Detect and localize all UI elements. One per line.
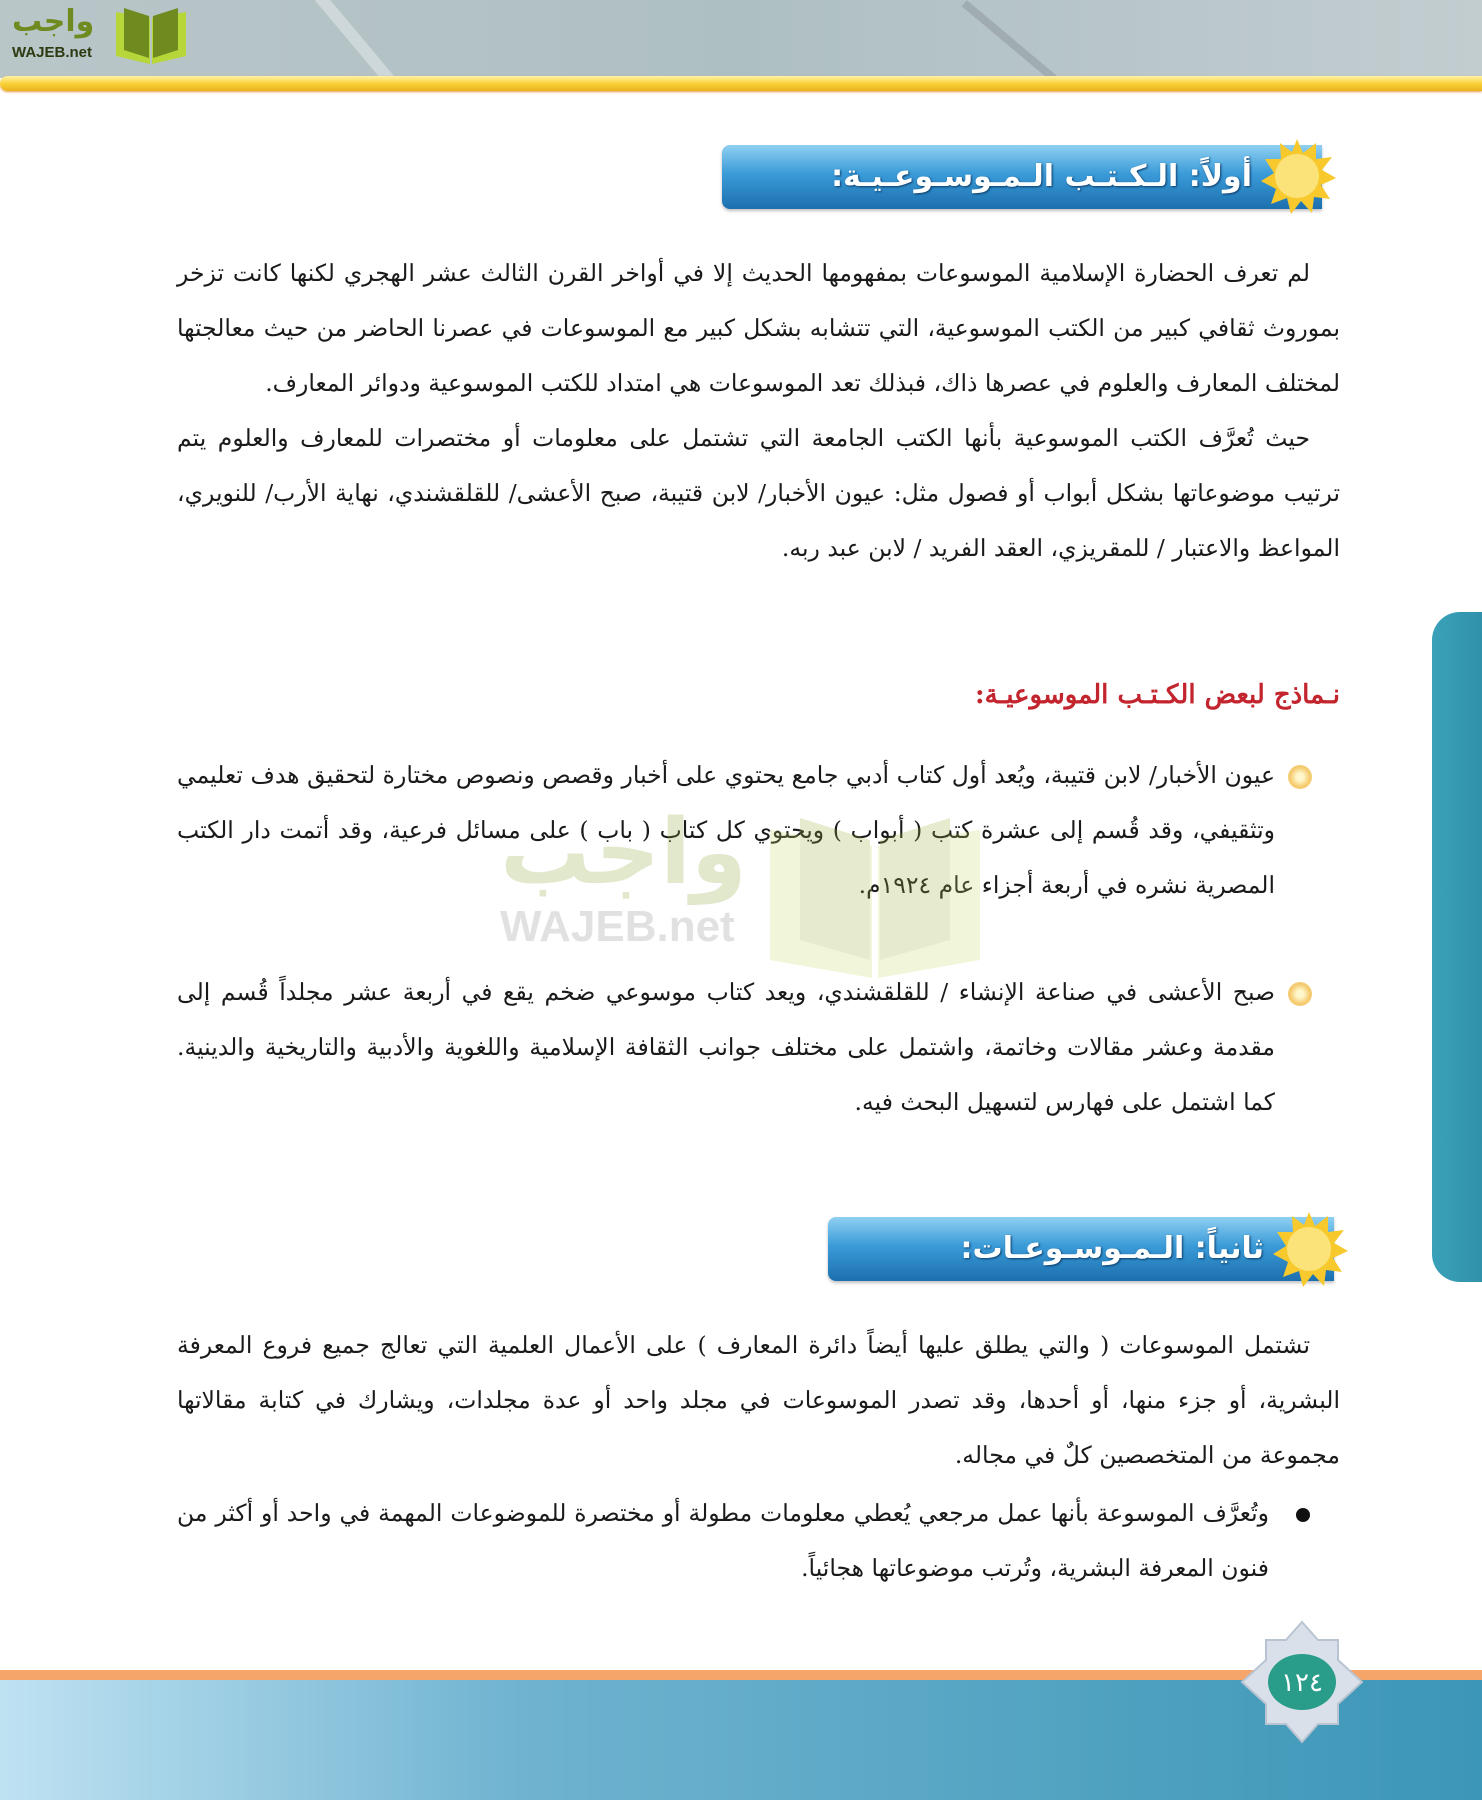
header-banner bbox=[0, 0, 1482, 78]
examples-subheading: نـماذج لبعض الكـتـب الموسوعيـة: bbox=[975, 680, 1340, 710]
section-heading-encyclopedias bbox=[828, 1217, 1334, 1281]
page-number: ١٢٤ bbox=[1281, 1668, 1323, 1698]
heading-text: ثانياً: الـمـوسـوعـات: bbox=[960, 1231, 1264, 1266]
bullet-flower-icon bbox=[1288, 982, 1312, 1006]
bullet-dot-icon bbox=[1296, 1508, 1310, 1522]
section-heading-encyclopedic-books bbox=[722, 145, 1322, 209]
definition-bullet: وتُعرَّف الموسوعة بأنها عمل مرجعي يُعطي معلومات مطولة أو مختصرة للموضوعات المهمة في واحد أو أكثر من فنون المعرفة البشرية، وتُرتب موضوعاتها هجائياً. bbox=[177, 1499, 1269, 1582]
side-tab bbox=[1432, 612, 1482, 1282]
header-divider bbox=[0, 76, 1482, 91]
book-icon bbox=[110, 4, 192, 66]
watermark-arabic: واجب bbox=[500, 800, 747, 905]
watermark-latin: WAJEB.net bbox=[500, 902, 735, 951]
logo-latin-text: WAJEB.net bbox=[12, 44, 93, 61]
sunburst-icon bbox=[1270, 1210, 1348, 1288]
sunburst-icon bbox=[1258, 137, 1336, 215]
encyclopedias-text bbox=[177, 1318, 1340, 1483]
example-item: صبح الأعشى في صناعة الإنشاء / للقلقشندي، ويعد كتاب موسوعي ضخم يقع في أربعة عشر مجلداً قُسم إلى مقدمة وعشر مقالات وخاتمة، واشتمل على مختلف جوانب الثقافة الإسلامية واللغوية والأدبية والتاريخية والدينية. كما اشتمل على فهارس لتسهيل البحث فيه. bbox=[177, 978, 1275, 1116]
paragraph: حيث تُعرَّف الكتب الموسوعية بأنها الكتب الجامعة التي تشتمل على معلومات أو مختصرات للمعارف والعلوم يتم ترتيب موضوعاتها بشكل أبواب أو فصول مثل: عيون الأخبار/ لابن قتيبة، صبح الأعشى/ للقلقشندي، نهاية الأرب/ للنويري، المواعظ والاعتبار / للمقريزي، العقد الفريد / لابن عبد ربه. bbox=[177, 424, 1340, 562]
bullet-flower-icon bbox=[1288, 765, 1312, 789]
intro-text bbox=[177, 246, 1340, 576]
wajeb-logo[interactable] bbox=[8, 4, 193, 66]
example-item: عيون الأخبار/ لابن قتيبة، ويُعد أول كتاب أدبي جامع يحتوي على أخبار وقصص ونصوص مختارة لتحقيق هدف تعليمي وتثقيفي، وقد قُسم إلى عشرة كتب ( أبواب ) ويحتوي كل كتاب ( باب ) على مسائل فرعية، وقد أتمت دار الكتب المصرية نشره في أربعة أجزاء عام ١٩٢٤م. bbox=[177, 761, 1275, 899]
heading-text: أولاً: الـكـتـب الـمـوسـوعـيـة: bbox=[831, 159, 1252, 194]
paragraph: تشتمل الموسوعات ( والتي يطلق عليها أيضاً دائرة المعارف ) على الأعمال العلمية التي تعالج جميع فروع المعرفة البشرية، أو جزء منها، أو أحدها، وقد تصدر الموسوعات في مجلد واحد أو عدة مجلدات، ويشارك في كتابة مقالاتها مجموعة من المتخصصين كلٌ في مجاله. bbox=[177, 1331, 1340, 1469]
logo-arabic-text: واجب bbox=[12, 4, 95, 39]
paragraph: لم تعرف الحضارة الإسلامية الموسوعات بمفهومها الحديث إلا في أواخر القرن الثالث عشر الهجري لكنها كانت تزخر بموروث ثقافي كبير من الكتب الموسوعية، التي تتشابه بشكل كبير مع الموسوعات في عصرنا الحاضر من حيث معالجتها لمختلف المعارف والعلوم في عصرها ذاك، فبذلك تعد الموسوعات هي امتداد للكتب الموسوعية ودوائر المعارف. bbox=[177, 259, 1340, 397]
